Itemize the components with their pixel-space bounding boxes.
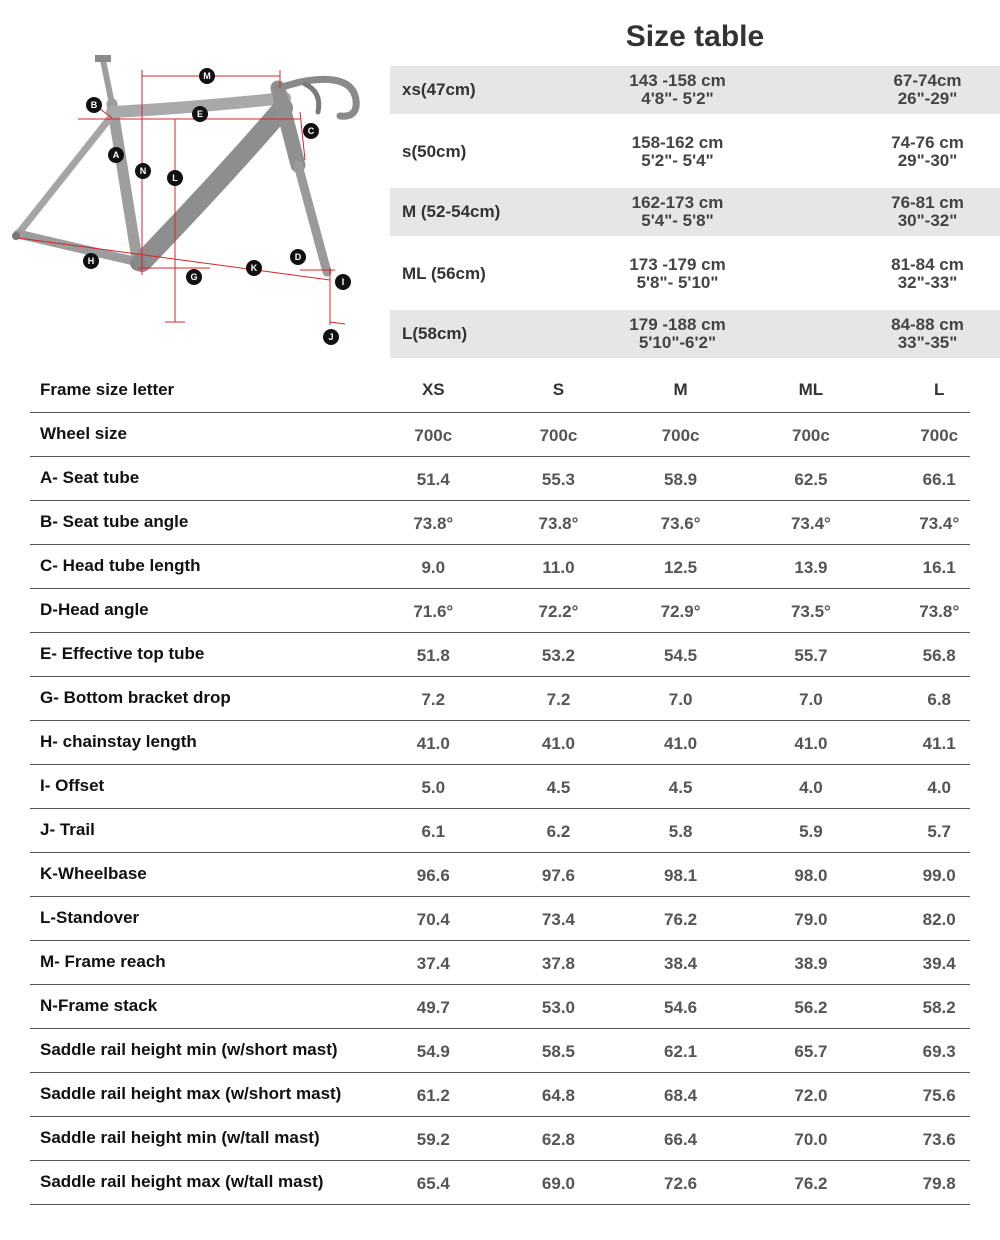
height-ft: 5'4"- 5'8" — [641, 211, 714, 230]
row-label: G- Bottom bracket drop — [30, 676, 397, 720]
head-tube — [278, 88, 298, 165]
value-cell: 72.9° — [648, 588, 714, 632]
header-size-xs: XS — [397, 368, 469, 412]
height-ft: 5'8"- 5'10" — [636, 272, 719, 292]
table-row — [30, 1072, 970, 1116]
value-cell: 700c — [469, 412, 648, 456]
value-cell: 72.6 — [648, 1160, 714, 1204]
height-ft: 5'10"-6'2" — [638, 333, 717, 352]
value-cell: 73.6 — [908, 1116, 970, 1160]
marker-d — [290, 249, 306, 265]
row-label: M- Frame reach — [30, 940, 397, 984]
value-cell: 38.9 — [713, 940, 908, 984]
value-cell: 62.5 — [713, 456, 908, 500]
value-cell: 16.1 — [908, 544, 970, 588]
value-cell: 69.3 — [908, 1028, 970, 1072]
height-cm: 158-162 cm — [631, 132, 724, 152]
value-cell: 55.3 — [469, 456, 648, 500]
value-cell: 700c — [397, 412, 469, 456]
svg-text:H: H — [87, 256, 95, 266]
value-cell: 71.6° — [397, 588, 469, 632]
row-label: B- Seat tube angle — [30, 500, 397, 544]
value-cell: 7.0 — [713, 676, 908, 720]
table-row — [30, 544, 970, 588]
value-cell: 54.9 — [397, 1028, 469, 1072]
rider-inseam — [845, 194, 1000, 230]
header-label: Frame size letter — [30, 368, 397, 412]
row-label: Saddle rail height min (w/short mast) — [30, 1028, 397, 1072]
value-cell: 6.2 — [469, 808, 648, 852]
svg-text:E: E — [196, 109, 204, 119]
marker-e — [192, 106, 208, 122]
inseam-in: 33"-35" — [897, 333, 958, 352]
header-size-m: M — [648, 368, 714, 412]
row-label: H- chainstay length — [30, 720, 397, 764]
marker-l — [167, 170, 183, 186]
value-cell: 73.4° — [908, 500, 970, 544]
table-row — [30, 1028, 970, 1072]
value-cell: 49.7 — [397, 984, 469, 1028]
rider-inseam — [845, 316, 1000, 352]
inseam-in: 32"-33" — [897, 272, 958, 292]
table-row — [30, 588, 970, 632]
size-label: xs(47cm) — [402, 80, 476, 99]
rider-inseam — [845, 72, 1000, 108]
size-row — [390, 66, 1000, 114]
geometry-table — [30, 368, 970, 1205]
table-row — [30, 676, 970, 720]
value-cell: 9.0 — [397, 544, 469, 588]
value-cell: 58.2 — [908, 984, 970, 1028]
inseam-cm: 84-88 cm — [891, 315, 964, 334]
size-row — [390, 243, 1000, 304]
rear-dropout — [12, 232, 20, 240]
inseam-cm: 76-81 cm — [891, 193, 964, 212]
row-label: Saddle rail height max (w/tall mast) — [30, 1160, 397, 1204]
value-cell: 53.0 — [469, 984, 648, 1028]
table-row — [30, 412, 970, 456]
rider-inseam — [845, 134, 1000, 170]
height-cm: 162-173 cm — [631, 193, 724, 212]
table-row — [30, 852, 970, 896]
inseam-cm: 74-76 cm — [891, 132, 964, 152]
value-cell: 4.5 — [648, 764, 714, 808]
geometry-table-body — [30, 412, 970, 1204]
value-cell: 62.8 — [469, 1116, 648, 1160]
seat-tube — [112, 104, 138, 265]
value-cell: 37.8 — [469, 940, 648, 984]
row-label: Saddle rail height max (w/short mast) — [30, 1072, 397, 1116]
table-row — [30, 632, 970, 676]
svg-text:D: D — [294, 252, 302, 262]
rider-height — [605, 256, 750, 292]
marker-m — [199, 68, 215, 84]
inseam-cm: 81-84 cm — [891, 254, 964, 274]
geometry-header-row — [30, 368, 970, 412]
value-cell: 97.6 — [469, 852, 648, 896]
value-cell: 700c — [908, 412, 970, 456]
value-cell: 76.2 — [648, 896, 714, 940]
size-table-title: Size table — [625, 20, 765, 53]
inseam-cm: 67-74cm — [893, 71, 962, 90]
table-row — [30, 940, 970, 984]
value-cell: 51.8 — [397, 632, 469, 676]
value-cell: 98.0 — [713, 852, 908, 896]
svg-text:N: N — [139, 166, 147, 176]
value-cell: 37.4 — [397, 940, 469, 984]
value-cell: 56.2 — [713, 984, 908, 1028]
height-cm: 173 -179 cm — [629, 254, 726, 274]
value-cell: 64.8 — [469, 1072, 648, 1116]
value-cell: 58.5 — [469, 1028, 648, 1072]
svg-text:J: J — [328, 332, 334, 342]
table-row — [30, 896, 970, 940]
svg-text:K: K — [250, 263, 258, 273]
bike-frame — [12, 55, 356, 272]
value-cell: 70.0 — [713, 1116, 908, 1160]
saddle-clamp — [95, 55, 111, 62]
svg-text:C: C — [307, 126, 315, 136]
svg-text:B: B — [90, 100, 98, 110]
row-label: K-Wheelbase — [30, 852, 397, 896]
marker-c — [303, 123, 319, 139]
value-cell: 65.7 — [713, 1028, 908, 1072]
marker-a — [108, 147, 124, 163]
svg-text:M: M — [203, 71, 211, 81]
value-cell: 700c — [648, 412, 714, 456]
value-cell: 96.6 — [397, 852, 469, 896]
value-cell: 73.8° — [397, 500, 469, 544]
row-label: J- Trail — [30, 808, 397, 852]
value-cell: 61.2 — [397, 1072, 469, 1116]
svg-text:I: I — [341, 277, 345, 287]
value-cell: 73.8° — [469, 500, 648, 544]
row-label: I- Offset — [30, 764, 397, 808]
header-size-ml: ML — [713, 368, 908, 412]
size-label: s(50cm) — [402, 141, 467, 161]
value-cell: 7.0 — [648, 676, 714, 720]
value-cell: 72.2° — [469, 588, 648, 632]
marker-h — [83, 253, 99, 269]
size-row — [390, 188, 1000, 236]
value-cell: 66.1 — [908, 456, 970, 500]
height-ft: 5'2"- 5'4" — [641, 150, 714, 170]
table-row — [30, 1116, 970, 1160]
frame-geometry-diagram — [0, 40, 380, 360]
table-row — [30, 456, 970, 500]
value-cell: 6.8 — [908, 676, 970, 720]
value-cell: 69.0 — [469, 1160, 648, 1204]
value-cell: 41.0 — [469, 720, 648, 764]
value-cell: 70.4 — [397, 896, 469, 940]
row-label: E- Effective top tube — [30, 632, 397, 676]
table-row — [30, 720, 970, 764]
value-cell: 11.0 — [469, 544, 648, 588]
value-cell: 68.4 — [648, 1072, 714, 1116]
value-cell: 66.4 — [648, 1116, 714, 1160]
value-cell: 56.8 — [908, 632, 970, 676]
value-cell: 59.2 — [397, 1116, 469, 1160]
value-cell: 39.4 — [908, 940, 970, 984]
rider-inseam — [845, 256, 1000, 292]
svg-text:A: A — [112, 150, 120, 160]
value-cell: 51.4 — [397, 456, 469, 500]
value-cell: 73.6° — [648, 500, 714, 544]
table-row — [30, 808, 970, 852]
height-cm: 179 -188 cm — [629, 315, 726, 334]
marker-b — [86, 97, 102, 113]
row-label: N-Frame stack — [30, 984, 397, 1028]
size-label: M (52-54cm) — [402, 202, 501, 221]
value-cell: 5.0 — [397, 764, 469, 808]
value-cell: 76.2 — [713, 1160, 908, 1204]
inseam-in: 26"-29" — [897, 89, 958, 108]
table-row — [30, 984, 970, 1028]
handlebar-drop — [305, 84, 319, 112]
seat-stay — [18, 118, 110, 234]
value-cell: 5.7 — [908, 808, 970, 852]
value-cell: 65.4 — [397, 1160, 469, 1204]
row-label: D-Head angle — [30, 588, 397, 632]
value-cell: 38.4 — [648, 940, 714, 984]
value-cell: 73.4° — [713, 500, 908, 544]
value-cell: 99.0 — [908, 852, 970, 896]
value-cell: 13.9 — [713, 544, 908, 588]
inseam-in: 30"-32" — [897, 211, 958, 230]
value-cell: 73.5° — [713, 588, 908, 632]
value-cell: 4.0 — [908, 764, 970, 808]
value-cell: 41.1 — [908, 720, 970, 764]
row-label: Wheel size — [30, 412, 397, 456]
value-cell: 75.6 — [908, 1072, 970, 1116]
value-cell: 5.9 — [713, 808, 908, 852]
value-cell: 5.8 — [648, 808, 714, 852]
height-cm: 143 -158 cm — [629, 71, 726, 90]
value-cell: 79.0 — [713, 896, 908, 940]
value-cell: 98.1 — [648, 852, 714, 896]
value-cell: 41.0 — [397, 720, 469, 764]
value-cell: 41.0 — [648, 720, 714, 764]
value-cell: 53.2 — [469, 632, 648, 676]
value-cell: 6.1 — [397, 808, 469, 852]
rider-height — [605, 134, 750, 170]
height-ft: 4'8"- 5'2" — [641, 89, 714, 108]
value-cell: 7.2 — [469, 676, 648, 720]
value-cell: 7.2 — [397, 676, 469, 720]
size-label: L(58cm) — [402, 324, 468, 343]
value-cell: 12.5 — [648, 544, 714, 588]
table-row — [30, 764, 970, 808]
value-cell: 82.0 — [908, 896, 970, 940]
row-label: A- Seat tube — [30, 456, 397, 500]
svg-text:G: G — [190, 272, 198, 282]
header-size-s: S — [469, 368, 648, 412]
value-cell: 41.0 — [713, 720, 908, 764]
size-table — [390, 66, 1000, 365]
rider-height — [605, 194, 750, 230]
value-cell: 54.6 — [648, 984, 714, 1028]
value-cell: 700c — [713, 412, 908, 456]
marker-n — [135, 163, 151, 179]
row-label: Saddle rail height min (w/tall mast) — [30, 1116, 397, 1160]
chain-stay — [18, 234, 138, 262]
value-cell: 4.0 — [713, 764, 908, 808]
size-row — [390, 121, 1000, 182]
value-cell: 73.4 — [469, 896, 648, 940]
table-row — [30, 1160, 970, 1204]
marker-i — [335, 274, 351, 290]
marker-k — [246, 260, 262, 276]
header-size-l: L — [908, 368, 970, 412]
value-cell: 79.8 — [908, 1160, 970, 1204]
value-cell: 58.9 — [648, 456, 714, 500]
table-row — [30, 500, 970, 544]
size-label: ML (56cm) — [402, 263, 486, 283]
down-tube — [139, 108, 283, 262]
inseam-in: 29"-30" — [897, 150, 958, 170]
svg-text:L: L — [172, 173, 178, 183]
marker-g — [186, 269, 202, 285]
size-row — [390, 310, 1000, 358]
value-cell: 55.7 — [713, 632, 908, 676]
value-cell: 62.1 — [648, 1028, 714, 1072]
bottom-bracket — [130, 255, 146, 271]
value-cell: 54.5 — [648, 632, 714, 676]
rider-height — [605, 316, 750, 352]
rider-height — [605, 72, 750, 108]
row-label: C- Head tube length — [30, 544, 397, 588]
row-label: L-Standover — [30, 896, 397, 940]
value-cell: 4.5 — [469, 764, 648, 808]
marker-j — [323, 329, 339, 345]
value-cell: 73.8° — [908, 588, 970, 632]
value-cell: 72.0 — [713, 1072, 908, 1116]
seat-post — [103, 60, 112, 104]
